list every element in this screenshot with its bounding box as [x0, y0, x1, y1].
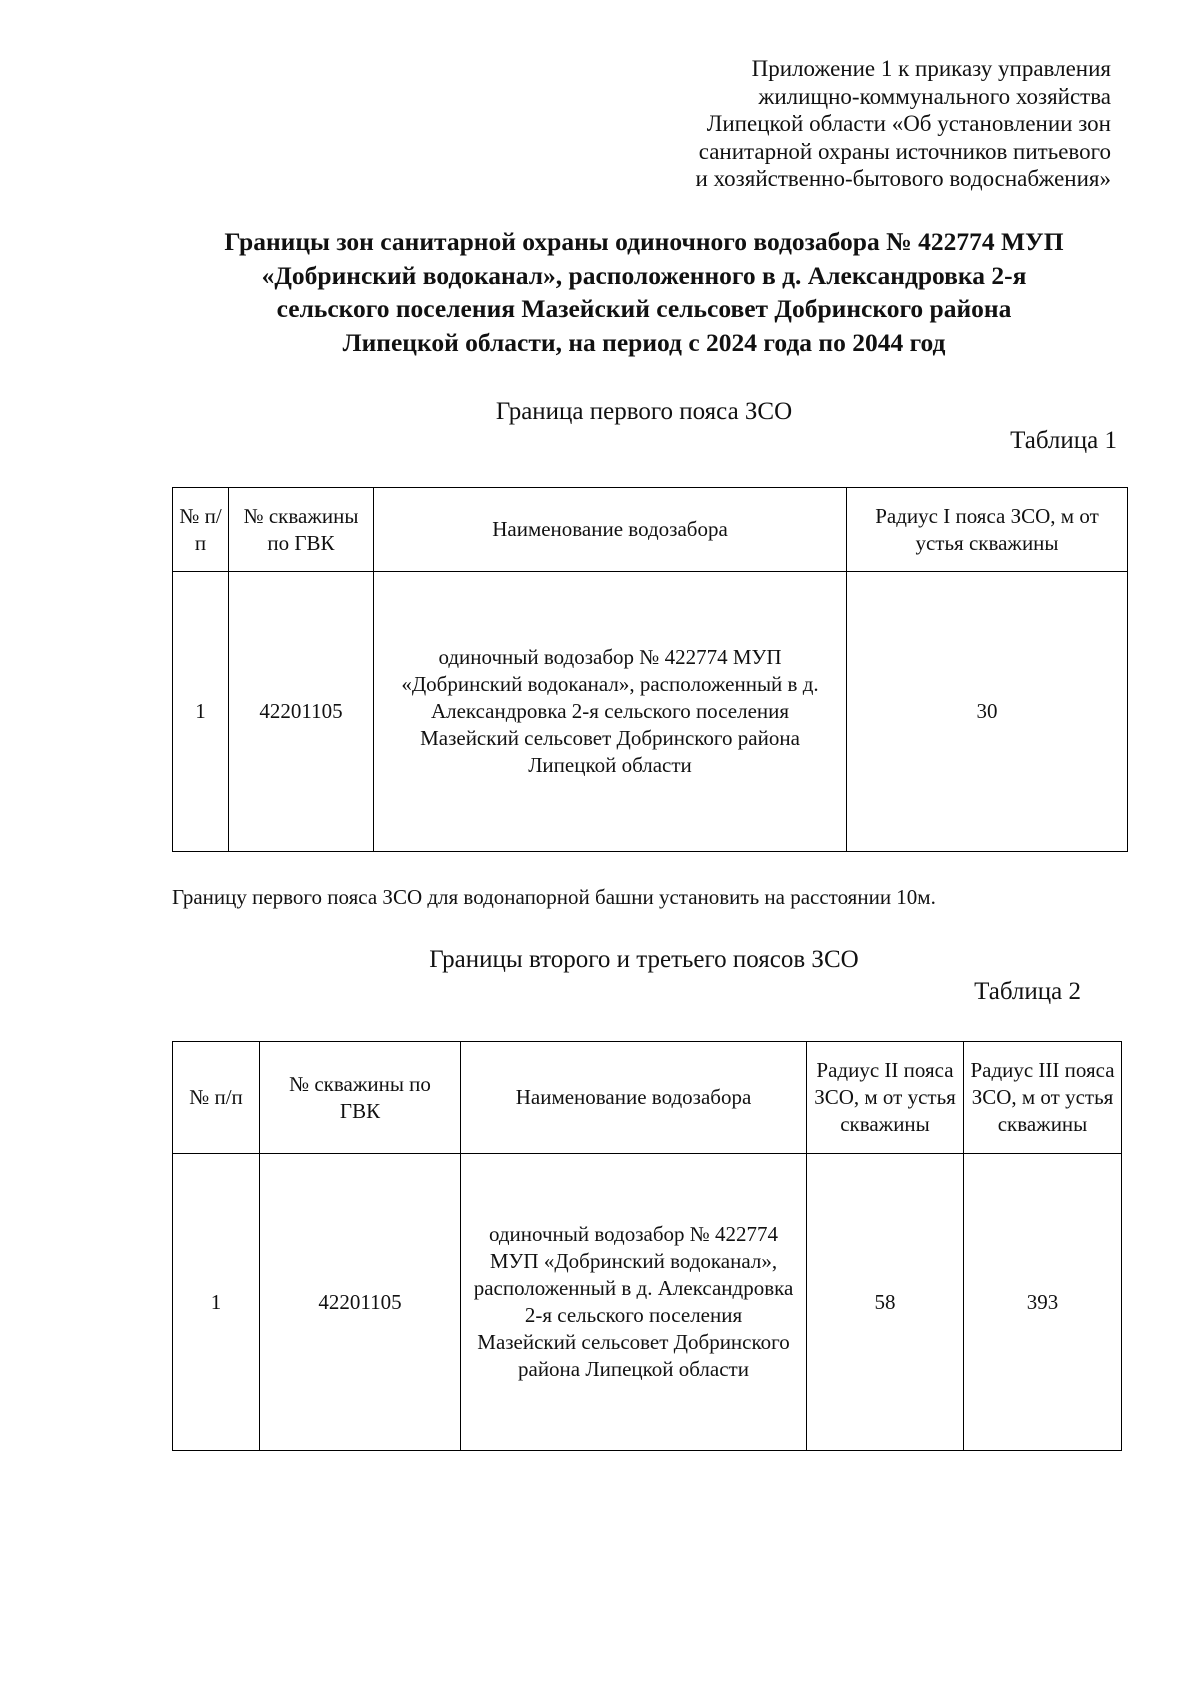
title-line: сельского поселения Мазейский сельсовет Добринского района [276, 294, 1012, 323]
header-radius: Радиус I пояса ЗСО, м от устья скважины [847, 488, 1128, 572]
cell-radius-3: 393 [964, 1154, 1122, 1451]
cell-well: 42201105 [260, 1154, 461, 1451]
table1 [172, 487, 1128, 852]
table2 [172, 1041, 1122, 1451]
table-header-row [173, 488, 1128, 572]
table2-label: Таблица 2 [974, 978, 1081, 1005]
appendix-line: Приложение 1 к приказу управления [751, 56, 1111, 81]
appendix-note [591, 55, 1111, 193]
header-name: Наименование водозабора [461, 1042, 807, 1154]
cell-well: 42201105 [229, 572, 374, 852]
header-radius-2: Радиус II пояса ЗСО, м от устья скважины [807, 1042, 964, 1154]
title-line: Границы зон санитарной охраны одиночного водозабора № 422774 МУП [224, 227, 1064, 256]
title-line: Липецкой области, на период с 2024 года по 2044 год [342, 327, 946, 357]
cell-radius: 30 [847, 572, 1128, 852]
appendix-line: и хозяйственно-бытового водоснабжения» [695, 166, 1111, 191]
table-header-row [173, 1042, 1122, 1154]
table1-heading: Граница первого пояса ЗСО [495, 398, 793, 425]
title-line: «Добринский водоканал», расположенного в д. Александровка 2-я [261, 260, 1027, 290]
cell-num: 1 [173, 572, 229, 852]
header-well: № скважины по ГВК [229, 488, 374, 572]
appendix-line: санитарной охраны источников питьевого [698, 138, 1111, 164]
header-well: № скважины по ГВК [260, 1042, 461, 1154]
cell-radius-2: 58 [807, 1154, 964, 1451]
document-title [100, 225, 1188, 359]
note-text: Границу первого пояса ЗСО для водонапорной башни установить на расстоянии 10м. [172, 885, 936, 909]
header-num: № п/п [173, 1042, 260, 1154]
header-radius-3: Радиус III пояса ЗСО, м от устья скважины [964, 1042, 1122, 1154]
cell-name: одиночный водозабор № 422774 МУП «Добринский водоканал», расположенный в д. Александровка 2-я сельского поселения Мазейский сельсовет Добринского района Липецкой области [374, 572, 847, 852]
table-row [173, 1154, 1122, 1451]
table-row [173, 572, 1128, 852]
table1-label: Таблица 1 [1010, 427, 1117, 454]
header-name: Наименование водозабора [374, 488, 847, 572]
appendix-line: Липецкой области «Об установлении зон [706, 111, 1111, 136]
cell-name: одиночный водозабор № 422774 МУП «Добринский водоканал», расположенный в д. Александровка 2-я сельского поселения Мазейский сельсовет Добринского района Липецкой области [461, 1154, 807, 1451]
header-num: № п/п [173, 488, 229, 572]
table2-heading: Границы второго и третьего поясов ЗСО [429, 946, 859, 973]
cell-num: 1 [173, 1154, 260, 1451]
appendix-line: жилищно-коммунального хозяйства [758, 83, 1111, 109]
